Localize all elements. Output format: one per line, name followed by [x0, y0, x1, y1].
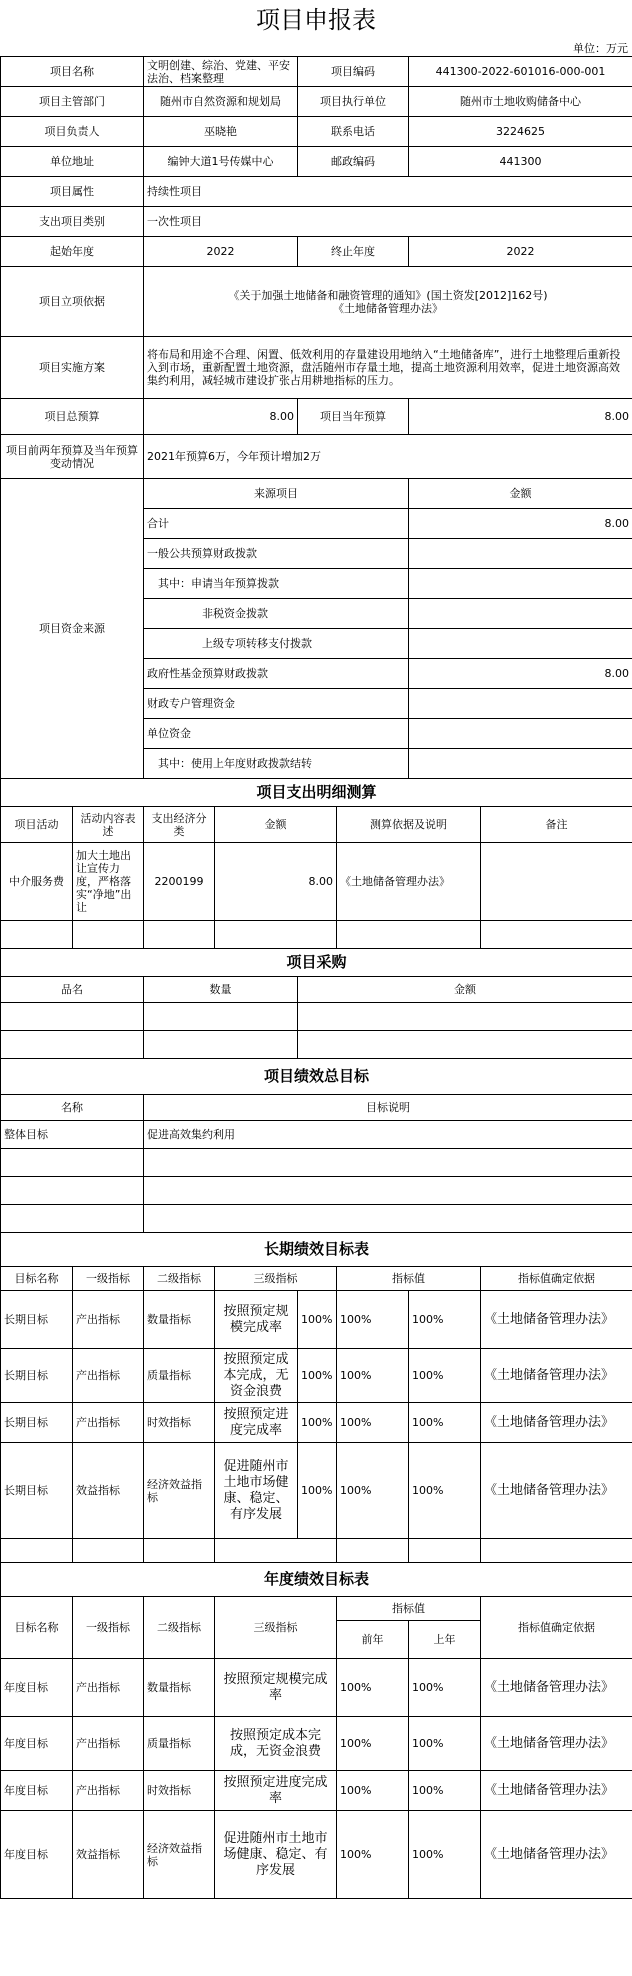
postcode-label: 邮政编码 [298, 147, 409, 177]
overall-empty-row [1, 1177, 632, 1205]
longterm-row [1, 1403, 632, 1443]
level2: 经济效益指标 [144, 1811, 215, 1899]
row-dept [1, 87, 632, 117]
overall-title-row [1, 1059, 632, 1095]
year-budget-value: 8.00 [409, 399, 632, 435]
detail-activity: 中介服务费 [1, 843, 73, 921]
value-basis: 《土地储备管理办法》 [481, 1291, 632, 1349]
funds-header-row [1, 479, 632, 509]
total-budget-label: 项目总预算 [1, 399, 144, 435]
longterm-header: 目标名称 [1, 1267, 73, 1291]
address-value: 编钟大道1号传媒中心 [144, 147, 298, 177]
level2: 质量指标 [144, 1349, 215, 1403]
row-basis [1, 267, 632, 337]
value-prev2: 100% [337, 1771, 409, 1811]
leader-value: 巫晓艳 [144, 117, 298, 147]
overall-data-row [1, 1121, 632, 1149]
project-name-label: 项目名称 [1, 57, 144, 87]
total-budget-value: 8.00 [144, 399, 298, 435]
longterm-empty-row [1, 1539, 632, 1563]
detail-basis: 《土地储备管理办法》 [337, 843, 481, 921]
budget-change-value: 2021年预算6万，今年预计增加2万 [144, 435, 632, 479]
value-a: 100% [298, 1291, 337, 1349]
detail-description: 加大土地出让宣传力度，严格落实“净地”出让 [73, 843, 144, 921]
dept-label: 项目主管部门 [1, 87, 144, 117]
phone-value: 3224625 [409, 117, 632, 147]
postcode-value: 441300 [409, 147, 632, 177]
purchase-header-row [1, 977, 632, 1003]
overall-header: 目标说明 [144, 1095, 632, 1121]
level2: 数量指标 [144, 1291, 215, 1349]
overall-empty-row [1, 1149, 632, 1177]
value-prev: 100% [409, 1659, 481, 1717]
row-address [1, 147, 632, 177]
funds-source: 其中：使用上年度财政拨款结转 [144, 749, 409, 779]
annual-header-row [1, 1597, 632, 1621]
level3: 按照预定进度完成率 [215, 1403, 298, 1443]
funds-label: 项目资金来源 [1, 479, 144, 779]
row-category [1, 207, 632, 237]
longterm-section-title: 长期绩效目标表 [1, 1233, 632, 1267]
goal-name: 长期目标 [1, 1349, 73, 1403]
level1: 产出指标 [73, 1349, 144, 1403]
value-c: 100% [409, 1291, 481, 1349]
value-basis: 《土地储备管理办法》 [481, 1771, 632, 1811]
overall-description: 促进高效集约利用 [144, 1121, 632, 1149]
basis-line-1: 《关于加强土地储备和融资管理的通知》(国土资发[2012]162号) [228, 288, 548, 302]
purchase-title-row [1, 949, 632, 977]
value-c: 100% [409, 1403, 481, 1443]
detail-header-row [1, 807, 632, 843]
level3: 按照预定规模完成率 [215, 1659, 337, 1717]
annual-row [1, 1811, 632, 1899]
purchase-section-title: 项目采购 [1, 949, 632, 977]
funds-source: 上级专项转移支付拨款 [144, 629, 409, 659]
detail-header: 测算依据及说明 [337, 807, 481, 843]
funds-amount [409, 629, 632, 659]
purchase-header: 数量 [144, 977, 298, 1003]
annual-row [1, 1659, 632, 1717]
funds-amount [409, 599, 632, 629]
attr-value: 持续性项目 [144, 177, 632, 207]
overall-header-row [1, 1095, 632, 1121]
value-basis: 《土地储备管理办法》 [481, 1403, 632, 1443]
funds-amount [409, 749, 632, 779]
longterm-header: 三级指标 [215, 1267, 337, 1291]
value-basis: 《土地储备管理办法》 [481, 1349, 632, 1403]
detail-data-row [1, 843, 632, 921]
basis-line-2: 《土地储备管理办法》 [333, 301, 443, 315]
longterm-header: 二级指标 [144, 1267, 215, 1291]
basis-label: 项目立项依据 [1, 267, 144, 337]
annual-section-title: 年度绩效目标表 [1, 1563, 632, 1597]
annual-header: 指标值 [337, 1597, 481, 1621]
detail-header: 项目活动 [1, 807, 73, 843]
funds-source: 合计 [144, 509, 409, 539]
goal-name: 年度目标 [1, 1771, 73, 1811]
detail-section-title: 项目支出明细测算 [1, 779, 632, 807]
row-project-name [1, 57, 632, 87]
level2: 时效指标 [144, 1771, 215, 1811]
application-table [0, 56, 632, 1899]
funds-source-header: 来源项目 [144, 479, 409, 509]
level2: 经济效益指标 [144, 1443, 215, 1539]
value-basis: 《土地储备管理办法》 [481, 1659, 632, 1717]
funds-amount-header: 金额 [409, 479, 632, 509]
detail-header: 金额 [215, 807, 337, 843]
annual-header: 三级指标 [215, 1597, 337, 1659]
basis-value [144, 267, 632, 337]
level3: 按照预定规模完成率 [215, 1291, 298, 1349]
detail-title-row [1, 779, 632, 807]
level3: 按照预定成本完成，无资金浪费 [215, 1349, 298, 1403]
end-year-label: 终止年度 [298, 237, 409, 267]
level3: 按照预定进度完成率 [215, 1771, 337, 1811]
funds-source: 政府性基金预算财政拨款 [144, 659, 409, 689]
goal-name: 长期目标 [1, 1443, 73, 1539]
purchase-header: 金额 [298, 977, 632, 1003]
longterm-row [1, 1443, 632, 1539]
longterm-header-row [1, 1267, 632, 1291]
project-code-label: 项目编码 [298, 57, 409, 87]
level1: 产出指标 [73, 1771, 144, 1811]
value-b: 100% [337, 1443, 409, 1539]
detail-remark [481, 843, 632, 921]
level3: 促进随州市土地市场健康、稳定、有序发展 [215, 1443, 298, 1539]
purchase-header: 品名 [1, 977, 144, 1003]
annual-header: 一级指标 [73, 1597, 144, 1659]
row-plan [1, 337, 632, 399]
detail-amount: 8.00 [215, 843, 337, 921]
value-b: 100% [337, 1403, 409, 1443]
goal-name: 长期目标 [1, 1291, 73, 1349]
level1: 产出指标 [73, 1403, 144, 1443]
annual-row [1, 1771, 632, 1811]
funds-source: 其中：申请当年预算拨款 [144, 569, 409, 599]
annual-subheader: 上年 [409, 1621, 481, 1659]
purchase-empty-row [1, 1031, 632, 1059]
end-year-value: 2022 [409, 237, 632, 267]
project-code-value: 441300-2022-601016-000-001 [409, 57, 632, 87]
year-budget-label: 项目当年预算 [298, 399, 409, 435]
funds-amount [409, 689, 632, 719]
value-a: 100% [298, 1403, 337, 1443]
overall-header: 名称 [1, 1095, 144, 1121]
value-b: 100% [337, 1291, 409, 1349]
value-basis: 《土地储备管理办法》 [481, 1811, 632, 1899]
longterm-header: 指标值 [337, 1267, 481, 1291]
detail-header: 活动内容表述 [73, 807, 144, 843]
attr-label: 项目属性 [1, 177, 144, 207]
level1: 效益指标 [73, 1443, 144, 1539]
category-value: 一次性项目 [144, 207, 632, 237]
detail-header: 备注 [481, 807, 632, 843]
level2: 数量指标 [144, 1659, 215, 1717]
annual-subheader: 前年 [337, 1621, 409, 1659]
start-year-value: 2022 [144, 237, 298, 267]
page-title: 项目申报表 [256, 6, 376, 34]
row-attr [1, 177, 632, 207]
longterm-header: 一级指标 [73, 1267, 144, 1291]
annual-header: 指标值确定依据 [481, 1597, 632, 1659]
annual-row [1, 1717, 632, 1771]
level2: 质量指标 [144, 1717, 215, 1771]
longterm-row [1, 1349, 632, 1403]
funds-source: 单位资金 [144, 719, 409, 749]
budget-change-label: 项目前两年预算及当年预算变动情况 [1, 435, 144, 479]
funds-source: 一般公共预算财政拨款 [144, 539, 409, 569]
value-prev: 100% [409, 1771, 481, 1811]
detail-econ-class: 2200199 [144, 843, 215, 921]
level3: 按照预定成本完成，无资金浪费 [215, 1717, 337, 1771]
value-a: 100% [298, 1349, 337, 1403]
purchase-empty-row [1, 1003, 632, 1031]
level3: 促进随州市土地市场健康、稳定、有序发展 [215, 1811, 337, 1899]
value-prev2: 100% [337, 1659, 409, 1717]
overall-empty-row [1, 1205, 632, 1233]
leader-label: 项目负责人 [1, 117, 144, 147]
exec-unit-label: 项目执行单位 [298, 87, 409, 117]
overall-name: 整体目标 [1, 1121, 144, 1149]
row-change [1, 435, 632, 479]
goal-name: 年度目标 [1, 1811, 73, 1899]
value-basis: 《土地储备管理办法》 [481, 1443, 632, 1539]
value-c: 100% [409, 1349, 481, 1403]
longterm-row [1, 1291, 632, 1349]
longterm-header: 指标值确定依据 [481, 1267, 632, 1291]
funds-amount [409, 539, 632, 569]
detail-header: 支出经济分类 [144, 807, 215, 843]
category-label: 支出项目类别 [1, 207, 144, 237]
annual-header: 目标名称 [1, 1597, 73, 1659]
value-a: 100% [298, 1443, 337, 1539]
plan-label: 项目实施方案 [1, 337, 144, 399]
funds-source: 非税资金拨款 [144, 599, 409, 629]
detail-empty-row [1, 921, 632, 949]
funds-amount [409, 569, 632, 599]
funds-source: 财政专户管理资金 [144, 689, 409, 719]
value-prev: 100% [409, 1717, 481, 1771]
funds-amount: 8.00 [409, 659, 632, 689]
goal-name: 年度目标 [1, 1659, 73, 1717]
plan-value: 将布局和用途不合理、闲置、低效利用的存量建设用地纳入“土地储备库”，进行土地整理后重新投入到市场，重新配置土地资源，盘活随州市存量土地，提高土地资源利用效率，促进土地资源高效集约利用，减轻城市建设扩张占用耕地指标的压力。 [144, 337, 632, 399]
level1: 产出指标 [73, 1659, 144, 1717]
value-prev2: 100% [337, 1717, 409, 1771]
row-years [1, 237, 632, 267]
value-prev2: 100% [337, 1811, 409, 1899]
value-prev: 100% [409, 1811, 481, 1899]
row-budget [1, 399, 632, 435]
unit-label: 单位：万元 [573, 42, 628, 55]
level1: 效益指标 [73, 1811, 144, 1899]
annual-title-row [1, 1563, 632, 1597]
level1: 产出指标 [73, 1717, 144, 1771]
value-c: 100% [409, 1443, 481, 1539]
row-leader [1, 117, 632, 147]
funds-amount: 8.00 [409, 509, 632, 539]
level2: 时效指标 [144, 1403, 215, 1443]
annual-header: 二级指标 [144, 1597, 215, 1659]
phone-label: 联系电话 [298, 117, 409, 147]
start-year-label: 起始年度 [1, 237, 144, 267]
project-name-value: 文明创建、综治、党建、平安法治、档案整理 [144, 57, 298, 87]
goal-name: 长期目标 [1, 1403, 73, 1443]
overall-section-title: 项目绩效总目标 [1, 1059, 632, 1095]
dept-value: 随州市自然资源和规划局 [144, 87, 298, 117]
goal-name: 年度目标 [1, 1717, 73, 1771]
value-basis: 《土地储备管理办法》 [481, 1717, 632, 1771]
address-label: 单位地址 [1, 147, 144, 177]
value-b: 100% [337, 1349, 409, 1403]
level1: 产出指标 [73, 1291, 144, 1349]
longterm-title-row [1, 1233, 632, 1267]
funds-amount [409, 719, 632, 749]
exec-unit-value: 随州市土地收购储备中心 [409, 87, 632, 117]
